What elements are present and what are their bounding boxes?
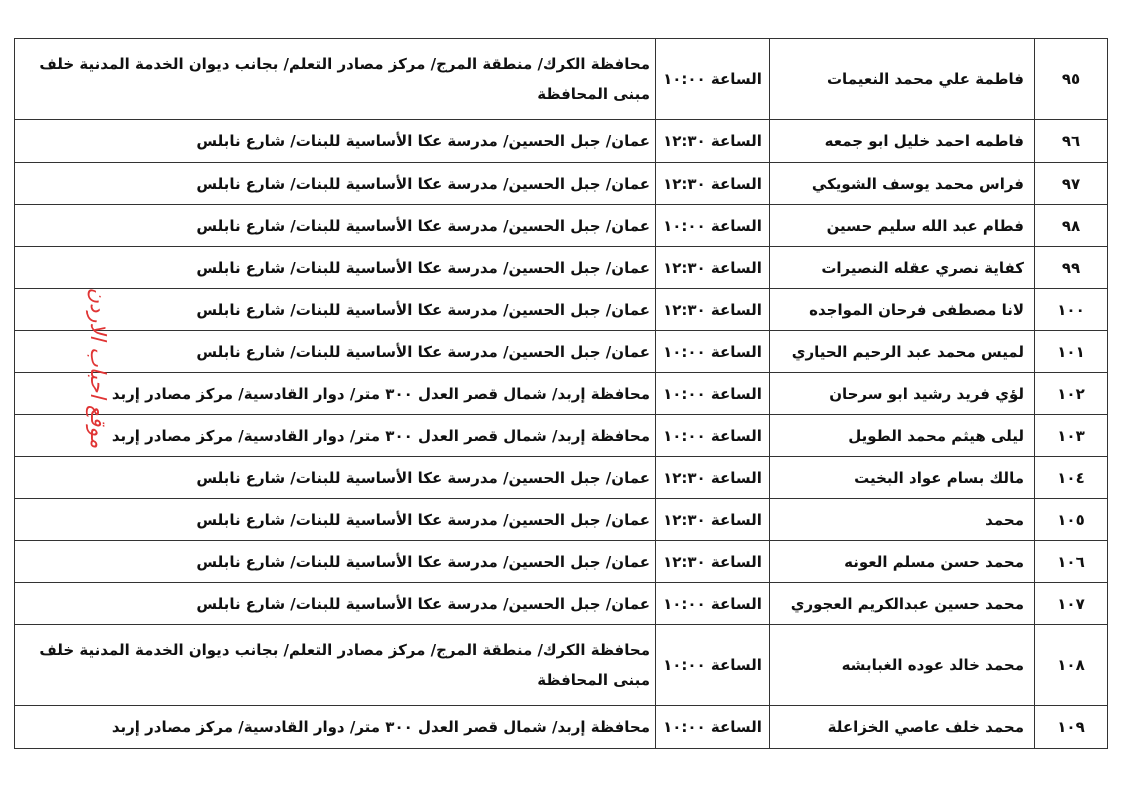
person-name: فاطمه احمد خليل ابو جمعه (770, 120, 1035, 163)
location: عمان/ جبل الحسين/ مدرسة عكا الأساسية للبنات/ شارع نابلس (15, 331, 656, 373)
person-name: مالك بسام عواد البخيت (770, 457, 1035, 499)
row-number: ١٠٤ (1035, 457, 1108, 499)
row-number: ٩٧ (1035, 163, 1108, 205)
time-slot: الساعة ١٠:٠٠ (656, 373, 770, 415)
location: عمان/ جبل الحسين/ مدرسة عكا الأساسية للبنات/ شارع نابلس (15, 120, 656, 163)
table-row (15, 373, 1108, 415)
location: محافظة إربد/ شمال قصر العدل ٣٠٠ متر/ دوار القادسية/ مركز مصادر إربد (15, 373, 656, 415)
location: عمان/ جبل الحسين/ مدرسة عكا الأساسية للبنات/ شارع نابلس (15, 247, 656, 289)
person-name: لانا مصطفى فرحان المواجده (770, 289, 1035, 331)
row-number: ١٠٢ (1035, 373, 1108, 415)
watermark-text: موقع احباب الاردن (86, 287, 110, 449)
person-name: فاطمة علي محمد النعيمات (770, 39, 1035, 120)
table-row (15, 625, 1108, 706)
person-name: لؤي فريد رشيد ابو سرحان (770, 373, 1035, 415)
row-number: ١٠٥ (1035, 499, 1108, 541)
table-row (15, 541, 1108, 583)
table-row (15, 499, 1108, 541)
row-number: ٩٨ (1035, 205, 1108, 247)
table-row (15, 120, 1108, 163)
row-number: ٩٩ (1035, 247, 1108, 289)
person-name: محمد (770, 499, 1035, 541)
time-slot: الساعة ١٢:٣٠ (656, 163, 770, 205)
person-name: كفاية نصري عقله النصيرات (770, 247, 1035, 289)
row-number: ٩٦ (1035, 120, 1108, 163)
location: عمان/ جبل الحسين/ مدرسة عكا الأساسية للبنات/ شارع نابلس (15, 541, 656, 583)
person-name: محمد خالد عوده الغبابشه (770, 625, 1035, 706)
row-number: ١٠٣ (1035, 415, 1108, 457)
time-slot: الساعة ١٠:٠٠ (656, 583, 770, 625)
location: عمان/ جبل الحسين/ مدرسة عكا الأساسية للبنات/ شارع نابلس (15, 163, 656, 205)
person-name: لميس محمد عبد الرحيم الحياري (770, 331, 1035, 373)
time-slot: الساعة ١٠:٠٠ (656, 331, 770, 373)
row-number: ٩٥ (1035, 39, 1108, 120)
table-row (15, 331, 1108, 373)
person-name: فطام عبد الله سليم حسين (770, 205, 1035, 247)
location: محافظة إربد/ شمال قصر العدل ٣٠٠ متر/ دوار القادسية/ مركز مصادر إربد (15, 706, 656, 749)
location: عمان/ جبل الحسين/ مدرسة عكا الأساسية للبنات/ شارع نابلس (15, 289, 656, 331)
location: محافظة الكرك/ منطقة المرج/ مركز مصادر التعلم/ بجانب ديوان الخدمة المدنية خلف مبنى المحافظة (15, 39, 656, 120)
time-slot: الساعة ١٠:٠٠ (656, 205, 770, 247)
time-slot: الساعة ١٢:٣٠ (656, 120, 770, 163)
time-slot: الساعة ١٢:٣٠ (656, 457, 770, 499)
location: محافظة إربد/ شمال قصر العدل ٣٠٠ متر/ دوار القادسية/ مركز مصادر إربد (15, 415, 656, 457)
row-number: ١٠٠ (1035, 289, 1108, 331)
person-name: محمد حسين عبدالكريم العجوري (770, 583, 1035, 625)
table-row (15, 289, 1108, 331)
row-number: ١٠٨ (1035, 625, 1108, 706)
time-slot: الساعة ١٠:٠٠ (656, 39, 770, 120)
table-row (15, 583, 1108, 625)
table-row (15, 706, 1108, 749)
time-slot: الساعة ١٠:٠٠ (656, 625, 770, 706)
location: عمان/ جبل الحسين/ مدرسة عكا الأساسية للبنات/ شارع نابلس (15, 205, 656, 247)
row-number: ١٠١ (1035, 331, 1108, 373)
person-name: محمد خلف عاصي الخزاعلة (770, 706, 1035, 749)
time-slot: الساعة ١٠:٠٠ (656, 706, 770, 749)
time-slot: الساعة ١٢:٣٠ (656, 499, 770, 541)
table-row (15, 163, 1108, 205)
person-name: ليلى هيثم محمد الطويل (770, 415, 1035, 457)
table-row (15, 457, 1108, 499)
location: عمان/ جبل الحسين/ مدرسة عكا الأساسية للبنات/ شارع نابلس (15, 583, 656, 625)
table-row (15, 247, 1108, 289)
row-number: ١٠٧ (1035, 583, 1108, 625)
time-slot: الساعة ١٢:٣٠ (656, 541, 770, 583)
time-slot: الساعة ١٠:٠٠ (656, 415, 770, 457)
location: عمان/ جبل الحسين/ مدرسة عكا الأساسية للبنات/ شارع نابلس (15, 457, 656, 499)
table-row (15, 415, 1108, 457)
location: عمان/ جبل الحسين/ مدرسة عكا الأساسية للبنات/ شارع نابلس (15, 499, 656, 541)
table-row (15, 205, 1108, 247)
schedule-table (14, 38, 1108, 749)
row-number: ١٠٦ (1035, 541, 1108, 583)
time-slot: الساعة ١٢:٣٠ (656, 247, 770, 289)
person-name: فراس محمد يوسف الشويكي (770, 163, 1035, 205)
table-row (15, 39, 1108, 120)
person-name: محمد حسن مسلم العونه (770, 541, 1035, 583)
time-slot: الساعة ١٢:٣٠ (656, 289, 770, 331)
row-number: ١٠٩ (1035, 706, 1108, 749)
location: محافظة الكرك/ منطقة المرج/ مركز مصادر التعلم/ بجانب ديوان الخدمة المدنية خلف مبنى المحافظة (15, 625, 656, 706)
